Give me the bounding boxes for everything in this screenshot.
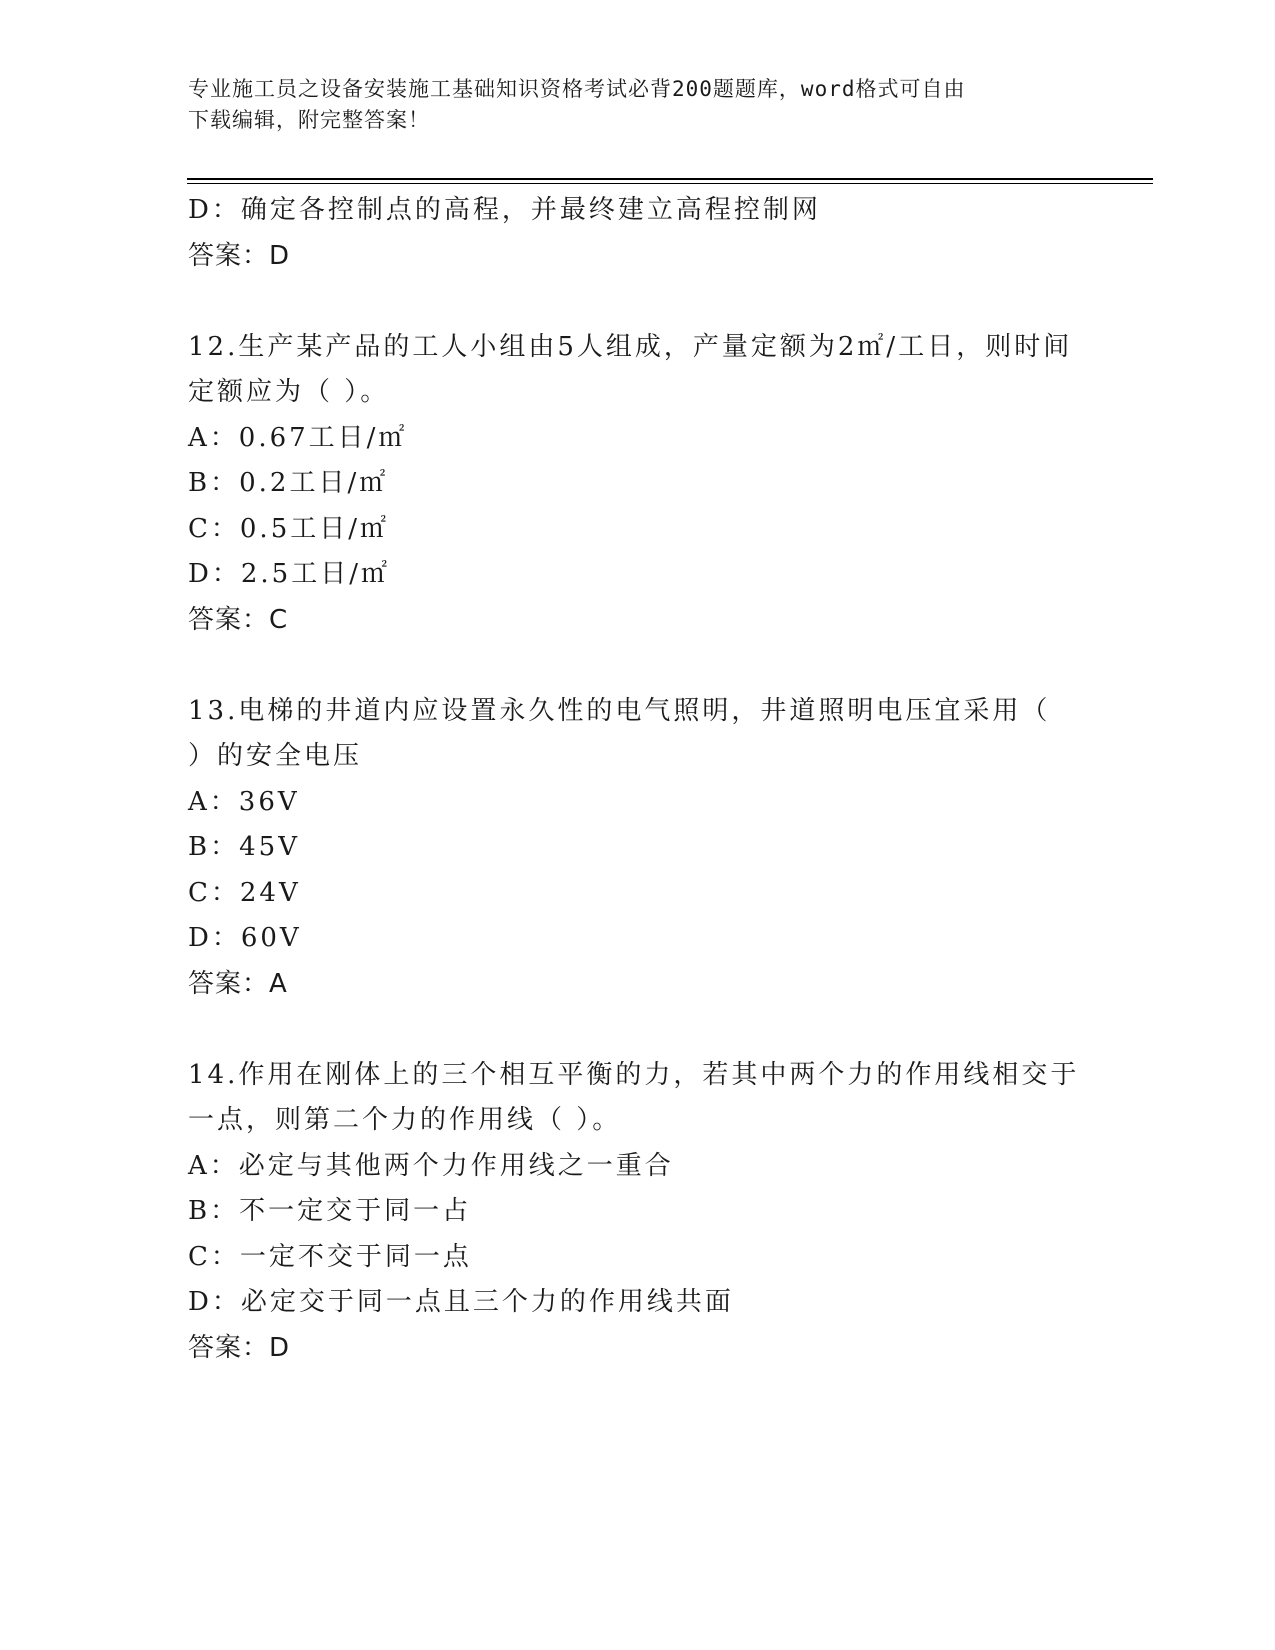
option-b: B：45V: [188, 832, 300, 862]
answer: 答案：A: [188, 968, 288, 999]
header-rule-thin: [187, 183, 1153, 184]
spacer: [188, 643, 1088, 689]
question-stem: 14.作用在刚体上的三个相互平衡的力，若其中两个力的作用线相交于: [188, 1059, 1080, 1090]
spacer: [188, 279, 1088, 325]
option-c: C：24V: [188, 877, 301, 908]
option-d: D：2.5工日/㎡: [188, 559, 390, 589]
option-c: C：一定不交于同一点: [188, 1241, 472, 1272]
header-line-2: 下载编辑，附完整答案！: [188, 108, 430, 132]
option-d: D：必定交于同一点且三个力的作用线共面: [188, 1287, 734, 1317]
answer: 答案：D: [188, 1332, 291, 1363]
option-b: B：0.2工日/㎡: [188, 468, 389, 498]
previous-question-tail: [188, 188, 1088, 279]
question-14: [188, 1053, 1088, 1372]
option-a: A：36V: [188, 786, 300, 817]
option-c: C：0.5工日/㎡: [188, 513, 390, 544]
option-a: A：必定与其他两个力作用线之一重合: [188, 1150, 674, 1181]
question-12: [188, 325, 1088, 644]
document-body: [188, 188, 1088, 1371]
header-rule-thick: [187, 178, 1153, 180]
spacer: [188, 1007, 1088, 1053]
document-header: [188, 74, 1088, 136]
question-stem-cont: 定额应为（ ）。: [188, 377, 390, 407]
option-b: B：不一定交于同一占: [188, 1196, 472, 1226]
answer: 答案：C: [188, 604, 289, 635]
option-d: D：确定各控制点的高程，并最终建立高程控制网: [188, 195, 821, 225]
question-stem: 12.生产某产品的工人小组由5人组成，产量定额为2㎡/工日，则时间: [188, 331, 1073, 362]
question-stem-cont: ）的安全电压: [188, 741, 363, 771]
question-stem-cont: 一点，则第二个力的作用线（ ）。: [188, 1105, 622, 1135]
question-stem: 13.电梯的井道内应设置永久性的电气照明，井道照明电压宜采用（: [188, 695, 1051, 726]
option-a: A：0.67工日/㎡: [188, 422, 408, 453]
option-d: D：60V: [188, 923, 302, 953]
question-13: [188, 689, 1088, 1008]
header-line-1: 专业施工员之设备安装施工基础知识资格考试必背200题题库，word格式可自由: [188, 77, 966, 101]
answer: 答案：D: [188, 240, 291, 271]
